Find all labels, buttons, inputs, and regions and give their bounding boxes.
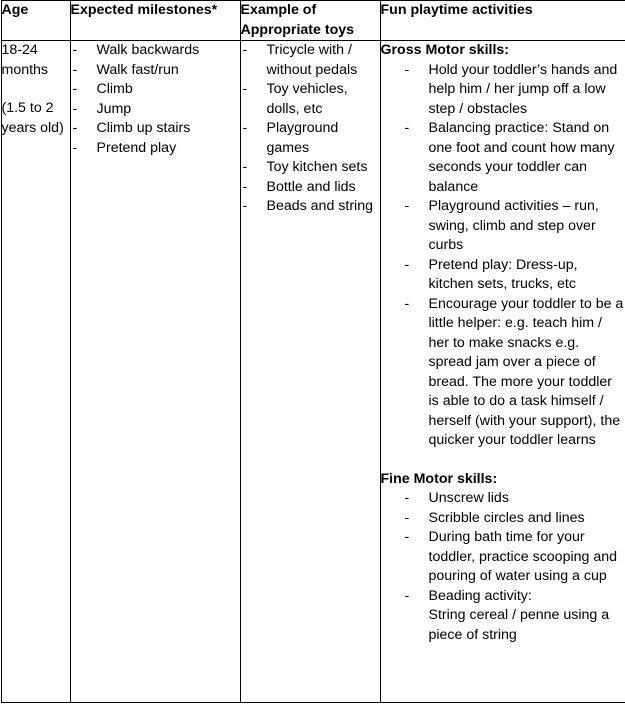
gross-motor-heading: Gross Motor skills:: [380, 42, 510, 58]
gross-motor-list: [381, 61, 625, 451]
age-note: (1.5 to 2 years old): [1, 100, 64, 136]
header-row: [1, 1, 625, 41]
age-range: 18-24 months: [1, 42, 49, 78]
activity-item: - Balancing practice: Stand on one foot and count how many seconds your toddler can balance: [381, 119, 625, 197]
age-cell: [1, 41, 70, 703]
milestone-item: - Walk backwards: [71, 41, 240, 61]
activities-cell: [380, 41, 625, 703]
toy-item: - Beads and string: [241, 197, 380, 217]
activity-item: - Unscrew lids: [381, 489, 625, 509]
beading-title: - Beading activity:: [428, 587, 532, 604]
toy-item: - Playground games: [241, 119, 380, 158]
milestone-item: - Pretend play: [71, 139, 240, 159]
header-age: Age: [1, 1, 70, 41]
milestone-item: - Walk fast/run: [71, 61, 240, 81]
activity-item: - Pretend play: Dress-up, kitchen sets, trucks, etc: [381, 256, 625, 295]
header-toys: Example of Appropriate toys: [240, 1, 380, 41]
milestone-item: - Jump: [71, 100, 240, 120]
header-milestones: Expected milestones*: [70, 1, 240, 41]
activity-item: - Hold your toddler’s hands and help him / her jump off a low step / obstacles: [381, 61, 625, 120]
fine-motor-heading: Fine Motor skills:: [380, 470, 498, 487]
milestone-item: - Climb up stairs: [71, 119, 240, 139]
toy-item: - Toy kitchen sets: [241, 158, 380, 178]
milestone-item: - Climb: [71, 80, 240, 100]
toy-item: - Bottle and lids: [241, 178, 380, 198]
milestones-table: [1, 0, 625, 703]
toy-item: - Toy vehicles, dolls, etc: [241, 80, 380, 119]
header-activities: Fun playtime activities: [380, 1, 625, 41]
activity-item: - Playground activities – run, swing, climb and step over curbs: [381, 197, 625, 256]
activity-item: [381, 587, 625, 646]
fine-motor-list: [381, 489, 625, 645]
activity-item: - Scribble circles and lines: [381, 509, 625, 529]
toy-item: - Tricycle with / without pedals: [241, 41, 380, 80]
activity-item: - During bath time for your toddler, practice scooping and pouring of water using a cup: [381, 528, 625, 587]
table-row: [1, 41, 625, 703]
toys-cell: [240, 41, 380, 703]
toys-list: [241, 41, 380, 217]
activity-item: - Encourage your toddler to be a little helper: e.g. teach him / her to make snacks e.g. spread jam over a piece of bread. The more your toddler is able to do a task himself / herself (with your support), the quicker your toddler learns: [381, 295, 625, 451]
milestones-list: [71, 41, 240, 158]
beading-detail: String cereal / penne using a piece of string: [428, 607, 610, 643]
milestones-cell: [70, 41, 240, 703]
